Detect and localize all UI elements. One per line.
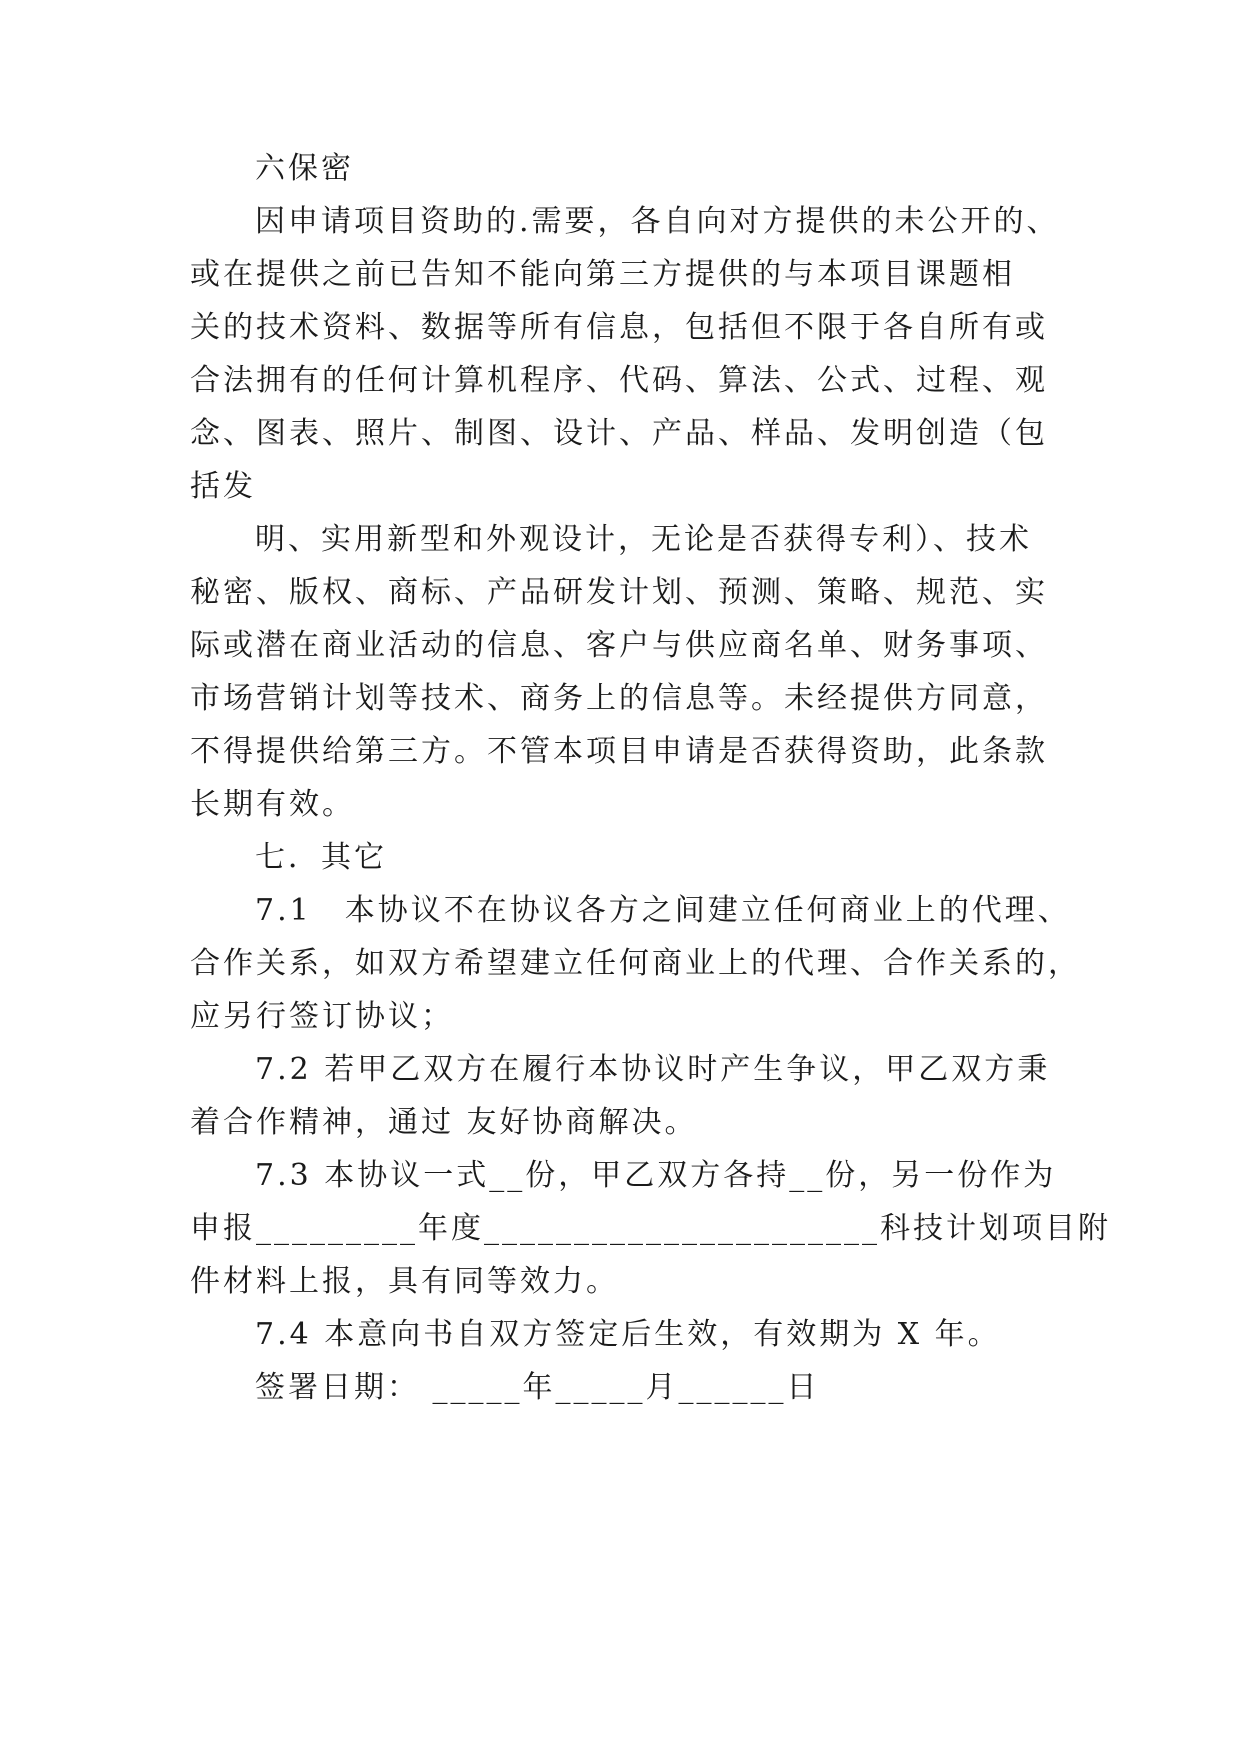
section-heading-confidentiality: 六保密 <box>255 151 354 186</box>
paragraph-line: 括发 <box>190 469 256 504</box>
clause-7-1: 7.1 本协议不在协议各方之间建立任何商业上的代理、 <box>255 893 1071 928</box>
paragraph-line: 长期有效。 <box>190 787 355 822</box>
paragraph-line: 因申请项目资助的.需要，各自向对方提供的未公开的、 <box>255 204 1060 239</box>
paragraph-line: 应另行签订协议； <box>190 999 454 1034</box>
paragraph-line: 念、图表、照片、制图、设计、产品、样品、发明创造（包 <box>190 416 1048 451</box>
paragraph-line: 际或潜在商业活动的信息、客户与供应商名单、财务事项、 <box>190 628 1048 663</box>
paragraph-line: 明、实用新型和外观设计，无论是否获得专利）、技术 <box>255 522 1032 557</box>
clause-7-4: 7.4 本意向书自双方签定后生效，有效期为 X 年。 <box>255 1317 1001 1352</box>
paragraph-line: 秘密、版权、商标、产品研发计划、预测、策略、规范、实 <box>190 575 1048 610</box>
paragraph-line: 或在提供之前已告知不能向第三方提供的与本项目课题相 <box>190 257 1015 292</box>
clause-7-3: 7.3 本协议一式__份，甲乙双方各持__份，另一份作为 <box>255 1158 1057 1193</box>
paragraph-line: 申报_________年度______________________科技计划项目附 <box>190 1211 1111 1246</box>
paragraph-line: 合作关系，如双方希望建立任何商业上的代理、合作关系的， <box>190 946 1081 981</box>
paragraph-line: 市场营销计划等技术、商务上的信息等。未经提供方同意， <box>190 681 1048 716</box>
paragraph-line: 着合作精神，通过 友好协商解决。 <box>190 1105 698 1140</box>
signing-date-line: 签署日期： _____年_____月______日 <box>255 1370 820 1405</box>
paragraph-line: 合法拥有的任何计算机程序、代码、算法、公式、过程、观 <box>190 363 1048 398</box>
paragraph-line: 不得提供给第三方。不管本项目申请是否获得资助，此条款 <box>190 734 1048 769</box>
clause-7-2: 7.2 若甲乙双方在履行本协议时产生争议，甲乙双方秉 <box>255 1052 1051 1087</box>
paragraph-line: 件材料上报，具有同等效力。 <box>190 1264 619 1299</box>
paragraph-line: 关的技术资料、数据等所有信息，包括但不限于各自所有或 <box>190 310 1048 345</box>
section-heading-other: 七．其它 <box>255 840 387 875</box>
